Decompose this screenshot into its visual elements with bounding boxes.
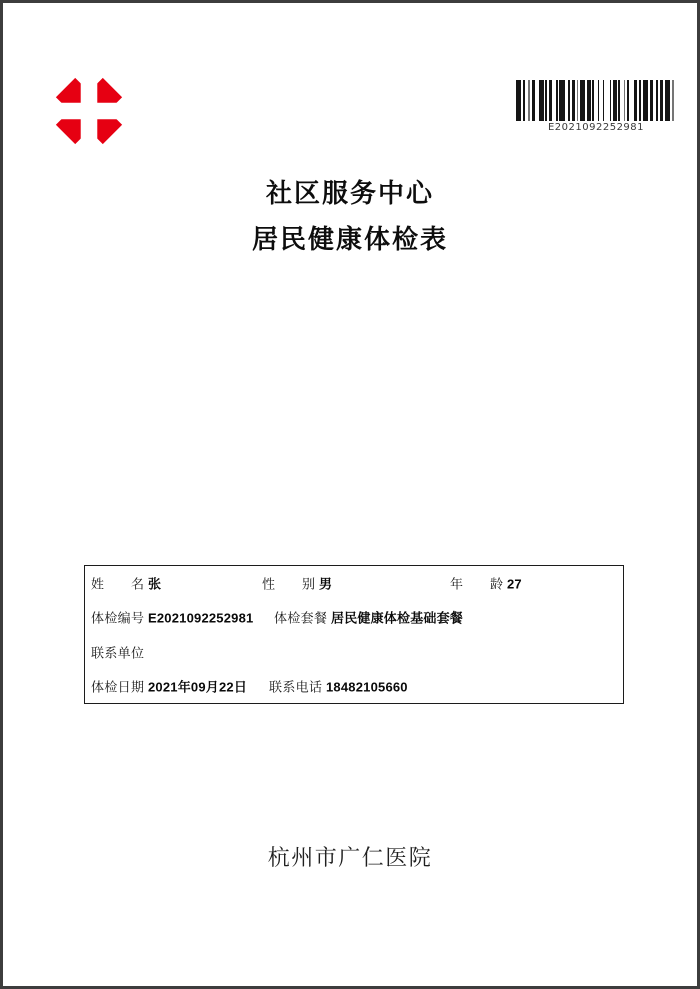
package-value: 居民健康体检基础套餐: [331, 610, 464, 626]
exam-date-label: 体检日期: [91, 679, 144, 695]
info-row-2: [85, 600, 623, 634]
exam-number-field: [91, 608, 253, 627]
age-value: 27: [507, 576, 522, 592]
age-field: [450, 574, 522, 593]
package-field: [274, 608, 463, 627]
name-label: 姓名: [91, 576, 144, 592]
phone-value: 18482105660: [326, 679, 408, 695]
name-value: 张: [148, 576, 162, 592]
page-title-org: 社区服务中心: [265, 178, 434, 208]
phone-field: [269, 676, 408, 695]
exam-number-label: 体检编号: [91, 610, 144, 626]
hospital-red-cross-logo: [43, 65, 135, 157]
page-title-form: 居民健康体检表: [251, 224, 448, 254]
gender-label: 性别: [262, 576, 315, 592]
exam-date-value: 2021年09月22日: [148, 679, 248, 695]
barcode-bars: [516, 80, 676, 121]
exam-number-value: E2021092252981: [148, 610, 254, 626]
name-field: [91, 574, 161, 593]
barcode-value: E2021092252981: [547, 122, 645, 133]
info-row-3: [85, 635, 623, 669]
age-label: 年龄: [450, 576, 503, 592]
contact-unit-label: 联系单位: [91, 645, 144, 661]
patient-info-box: [84, 565, 624, 704]
hospital-name: 杭州市广仁医院: [267, 845, 433, 870]
contact-unit-field: [91, 642, 148, 661]
info-row-1: [85, 566, 623, 600]
info-row-4: [85, 669, 623, 703]
red-cross-icon: [43, 65, 135, 157]
barcode: [516, 80, 676, 133]
gender-field: [262, 574, 332, 593]
exam-date-field: [91, 676, 247, 695]
phone-label: 联系电话: [269, 679, 322, 695]
package-label: 体检套餐: [274, 610, 327, 626]
gender-value: 男: [319, 576, 333, 592]
